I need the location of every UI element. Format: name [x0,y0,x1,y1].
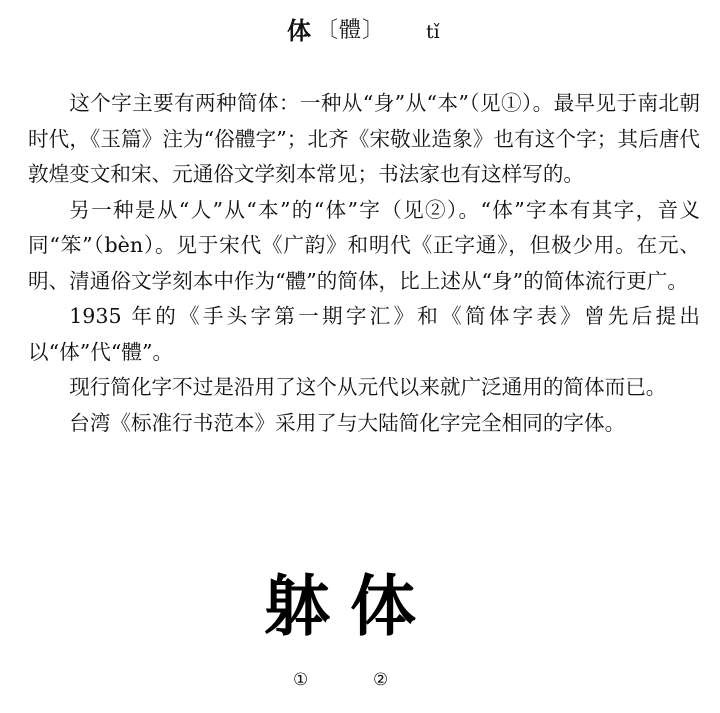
entry-character: 体 [287,16,311,45]
entry-body [28,86,700,441]
entry-traditional-form: 〔體〕 [316,18,386,43]
calligraphy-glyph-2: 体 [350,567,416,645]
calligraphy-figure [262,566,442,648]
figure-marker-1: ① [293,670,309,690]
figure-markers [0,668,720,694]
paragraph-1935-list: 1935 年的《手头字第一期字汇》和《简体字表》曾先后提出以“体”代“體”。 [28,304,700,364]
calligraphy-glyph-1: 躰 [264,567,330,645]
entry-pinyin: tǐ [426,21,440,43]
paragraph-two-simplified-forms: 这个字主要有两种简体：一种从“身”从“本”（见①）。最早见于南北朝时代，《玉篇》注为“俗體字”；北齐《宋敬业造象》也有这个字；其后唐代敦煌变文和宋、元通俗文学刻本常见；书法家也有这样写的。 [28,91,700,186]
entry-heading [0,14,720,50]
figure-marker-2: ② [373,670,389,690]
paragraph-second-form: 另一种是从“人”从“本”的“体”字（见②）。“体”字本有其字，音义同“笨”（bèn）。见于宋代《广韵》和明代《正字通》，但极少用。在元、明、清通俗文学刻本中作为“體”的简体，比上述从“身”的简体流行更广。 [28,197,700,293]
paragraph-current-usage: 现行简化字不过是沿用了这个从元代以来就广泛通用的简体而已。 [69,375,667,399]
paragraph-taiwan: 台湾《标准行书范本》采用了与大陆简化字完全相同的字体。 [69,410,626,435]
